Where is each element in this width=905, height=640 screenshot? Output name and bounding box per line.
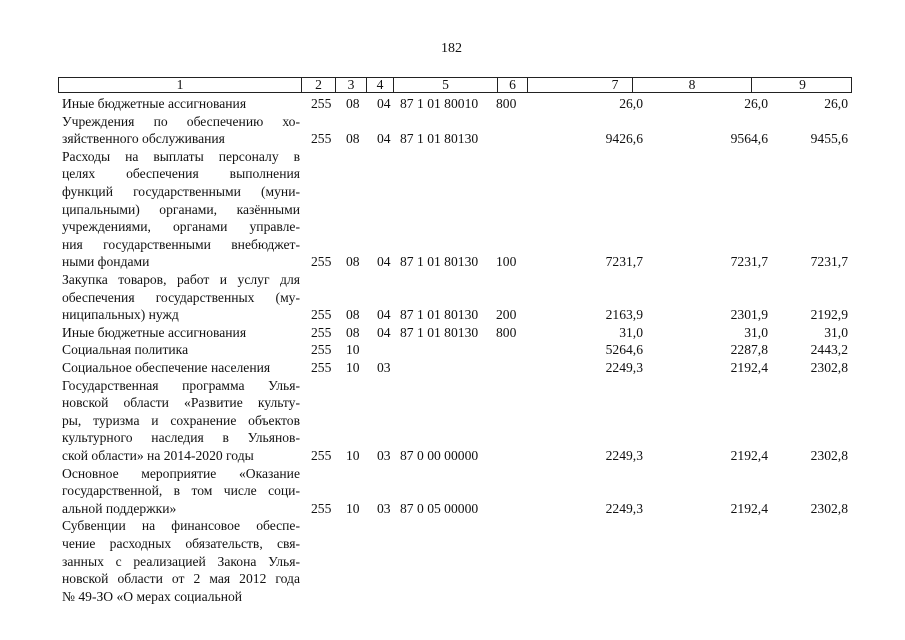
row-name-line: зяйственного обслуживания bbox=[62, 131, 225, 147]
row-name bbox=[62, 359, 300, 377]
row-amount-2: 26,0 bbox=[744, 96, 768, 111]
row-name bbox=[62, 271, 300, 324]
row-name-line: функций государственными (муни- bbox=[62, 183, 300, 199]
row-amount-2: 2287,8 bbox=[730, 342, 768, 358]
row-name bbox=[62, 341, 300, 359]
row-section: 08 bbox=[346, 96, 360, 111]
row-name bbox=[62, 113, 300, 148]
row-section: 10 bbox=[346, 360, 360, 375]
table-header bbox=[58, 77, 852, 93]
row-target-article: 87 1 01 80130 bbox=[400, 254, 479, 270]
table-row bbox=[0, 271, 905, 324]
row-name-line: целях обеспечения выполнения bbox=[62, 166, 300, 182]
row-grbs: 255 bbox=[311, 360, 332, 375]
row-amount-2: 9564,6 bbox=[730, 131, 768, 147]
table-row bbox=[0, 465, 905, 518]
row-name-line: Закупка товаров, работ и услуг для bbox=[62, 272, 300, 287]
row-subsection: 03 bbox=[377, 500, 391, 516]
row-amount-1: 31,0 bbox=[619, 324, 643, 340]
row-section: 10 bbox=[346, 342, 360, 358]
row-name-line: Социальная политика bbox=[62, 342, 189, 358]
row-section: 10 bbox=[346, 500, 360, 516]
row-name-line: чение расходных обязательств, свя- bbox=[62, 535, 300, 551]
row-subsection: 03 bbox=[377, 360, 391, 375]
row-name-line: № 49-ЗО «О мерах социальной bbox=[62, 588, 243, 604]
row-subsection: 03 bbox=[377, 447, 391, 463]
row-subsection: 04 bbox=[377, 131, 391, 147]
row-amount-1: 26,0 bbox=[619, 96, 643, 111]
row-amount-3: 2192,9 bbox=[810, 307, 848, 323]
header-col-1: 1 bbox=[176, 77, 184, 92]
table-row bbox=[0, 341, 905, 359]
row-name-line: Иные бюджетные ассигнования bbox=[62, 96, 247, 111]
row-amount-2: 2192,4 bbox=[730, 447, 768, 463]
row-target-article: 87 0 05 00000 bbox=[400, 500, 479, 516]
row-amount-2: 7231,7 bbox=[730, 254, 768, 270]
header-col-4: 4 bbox=[366, 78, 393, 92]
row-target-article: 87 1 01 80130 bbox=[400, 307, 479, 323]
row-name-line: альной поддержки» bbox=[62, 500, 177, 516]
row-section: 10 bbox=[346, 447, 360, 463]
row-amount-2: 31,0 bbox=[744, 324, 768, 340]
row-name-line: новской области от 2 мая 2012 года bbox=[62, 571, 300, 587]
row-amount-3: 31,0 bbox=[824, 324, 848, 340]
header-col-3: 3 bbox=[335, 78, 366, 92]
table-row bbox=[0, 324, 905, 342]
header-col-7: 7 bbox=[527, 78, 702, 92]
row-amount-1: 2249,3 bbox=[605, 447, 643, 463]
row-name-line: Социальное обеспечение населения bbox=[62, 360, 271, 375]
row-grbs: 255 bbox=[311, 500, 332, 516]
row-amount-2: 2301,9 bbox=[730, 307, 768, 323]
row-subsection: 04 bbox=[377, 324, 391, 340]
row-amount-3: 7231,7 bbox=[810, 254, 848, 270]
row-name-line: Государственная программа Улья- bbox=[62, 377, 300, 393]
row-amount-3: 2443,2 bbox=[810, 342, 848, 358]
row-name bbox=[62, 465, 300, 518]
row-amount-1: 2163,9 bbox=[605, 307, 643, 323]
row-expense-type: 800 bbox=[496, 96, 517, 111]
row-expense-type: 100 bbox=[496, 254, 517, 270]
row-amount-1: 2249,3 bbox=[605, 500, 643, 516]
row-amount-1: 2249,3 bbox=[605, 360, 643, 375]
row-name-line: ными фондами bbox=[62, 254, 150, 270]
table-row bbox=[0, 517, 905, 605]
row-target-article: 87 0 00 00000 bbox=[400, 447, 479, 463]
table-row bbox=[0, 148, 905, 271]
row-section: 08 bbox=[346, 131, 360, 147]
row-name-line: Иные бюджетные ассигнования bbox=[62, 324, 247, 340]
row-name-line: новской области «Развитие культу- bbox=[62, 395, 300, 411]
row-name bbox=[62, 377, 300, 465]
row-name-line: Расходы на выплаты персоналу в bbox=[62, 148, 300, 164]
row-subsection: 04 bbox=[377, 254, 391, 270]
table-row bbox=[0, 95, 905, 113]
row-amount-3: 2302,8 bbox=[810, 447, 848, 463]
header-col-5: 5 bbox=[393, 78, 497, 92]
row-name-line: государственной, в том числе соци- bbox=[62, 483, 300, 499]
row-target-article: 87 1 01 80130 bbox=[400, 131, 479, 147]
row-name-line: обеспечения государственных (му- bbox=[62, 289, 300, 305]
row-name bbox=[62, 95, 300, 113]
row-name-line: Учреждения по обеспечению хо- bbox=[62, 113, 300, 129]
row-grbs: 255 bbox=[311, 342, 332, 358]
row-name-line: ния государственными внебюджет- bbox=[62, 236, 300, 252]
row-amount-2: 2192,4 bbox=[730, 360, 768, 375]
row-name-line: ской области» на 2014-2020 годы bbox=[62, 447, 254, 463]
header-col-9: 9 bbox=[751, 78, 853, 92]
row-name-line: ниципальных) нужд bbox=[62, 307, 179, 323]
row-name-line: ры, туризма и сохранение объектов bbox=[62, 412, 300, 428]
row-name bbox=[62, 148, 300, 271]
row-subsection: 04 bbox=[377, 96, 391, 111]
row-section: 08 bbox=[346, 254, 360, 270]
row-amount-3: 26,0 bbox=[824, 96, 848, 111]
row-amount-1: 5264,6 bbox=[605, 342, 643, 358]
row-grbs: 255 bbox=[311, 447, 332, 463]
row-amount-3: 2302,8 bbox=[810, 500, 848, 516]
header-col-2: 2 bbox=[301, 78, 335, 92]
row-grbs: 255 bbox=[311, 131, 332, 147]
table-row bbox=[0, 359, 905, 377]
row-name bbox=[62, 324, 300, 342]
row-name-line: Субвенции на финансовое обеспе- bbox=[62, 518, 300, 534]
row-amount-3: 9455,6 bbox=[810, 131, 848, 147]
row-grbs: 255 bbox=[311, 254, 332, 270]
row-section: 08 bbox=[346, 324, 360, 340]
row-name-line: занных с реализацией Закона Улья- bbox=[62, 553, 300, 569]
row-name-line: ципальными) органами, казёнными bbox=[62, 201, 300, 217]
table-row bbox=[0, 113, 905, 148]
row-amount-2: 2192,4 bbox=[730, 500, 768, 516]
row-amount-1: 9426,6 bbox=[605, 131, 643, 147]
row-target-article: 87 1 01 80130 bbox=[400, 324, 479, 340]
row-target-article: 87 1 01 80010 bbox=[400, 96, 479, 111]
row-grbs: 255 bbox=[311, 307, 332, 323]
row-grbs: 255 bbox=[311, 96, 332, 111]
row-name-line: Основное мероприятие «Оказание bbox=[62, 465, 300, 481]
row-expense-type: 800 bbox=[496, 324, 517, 340]
row-grbs: 255 bbox=[311, 324, 332, 340]
row-amount-3: 2302,8 bbox=[810, 360, 848, 375]
header-col-6: 6 bbox=[497, 78, 527, 92]
row-name bbox=[62, 517, 300, 605]
row-name-line: культурного наследия в Ульянов- bbox=[62, 430, 300, 446]
header-col-8: 8 bbox=[632, 78, 751, 92]
row-expense-type: 200 bbox=[496, 307, 517, 323]
row-name-line: учреждениями, органами управле- bbox=[62, 219, 300, 235]
row-subsection: 04 bbox=[377, 307, 391, 323]
row-section: 08 bbox=[346, 307, 360, 323]
table-row bbox=[0, 377, 905, 465]
page-number: 182 bbox=[441, 41, 462, 56]
row-amount-1: 7231,7 bbox=[605, 254, 643, 270]
